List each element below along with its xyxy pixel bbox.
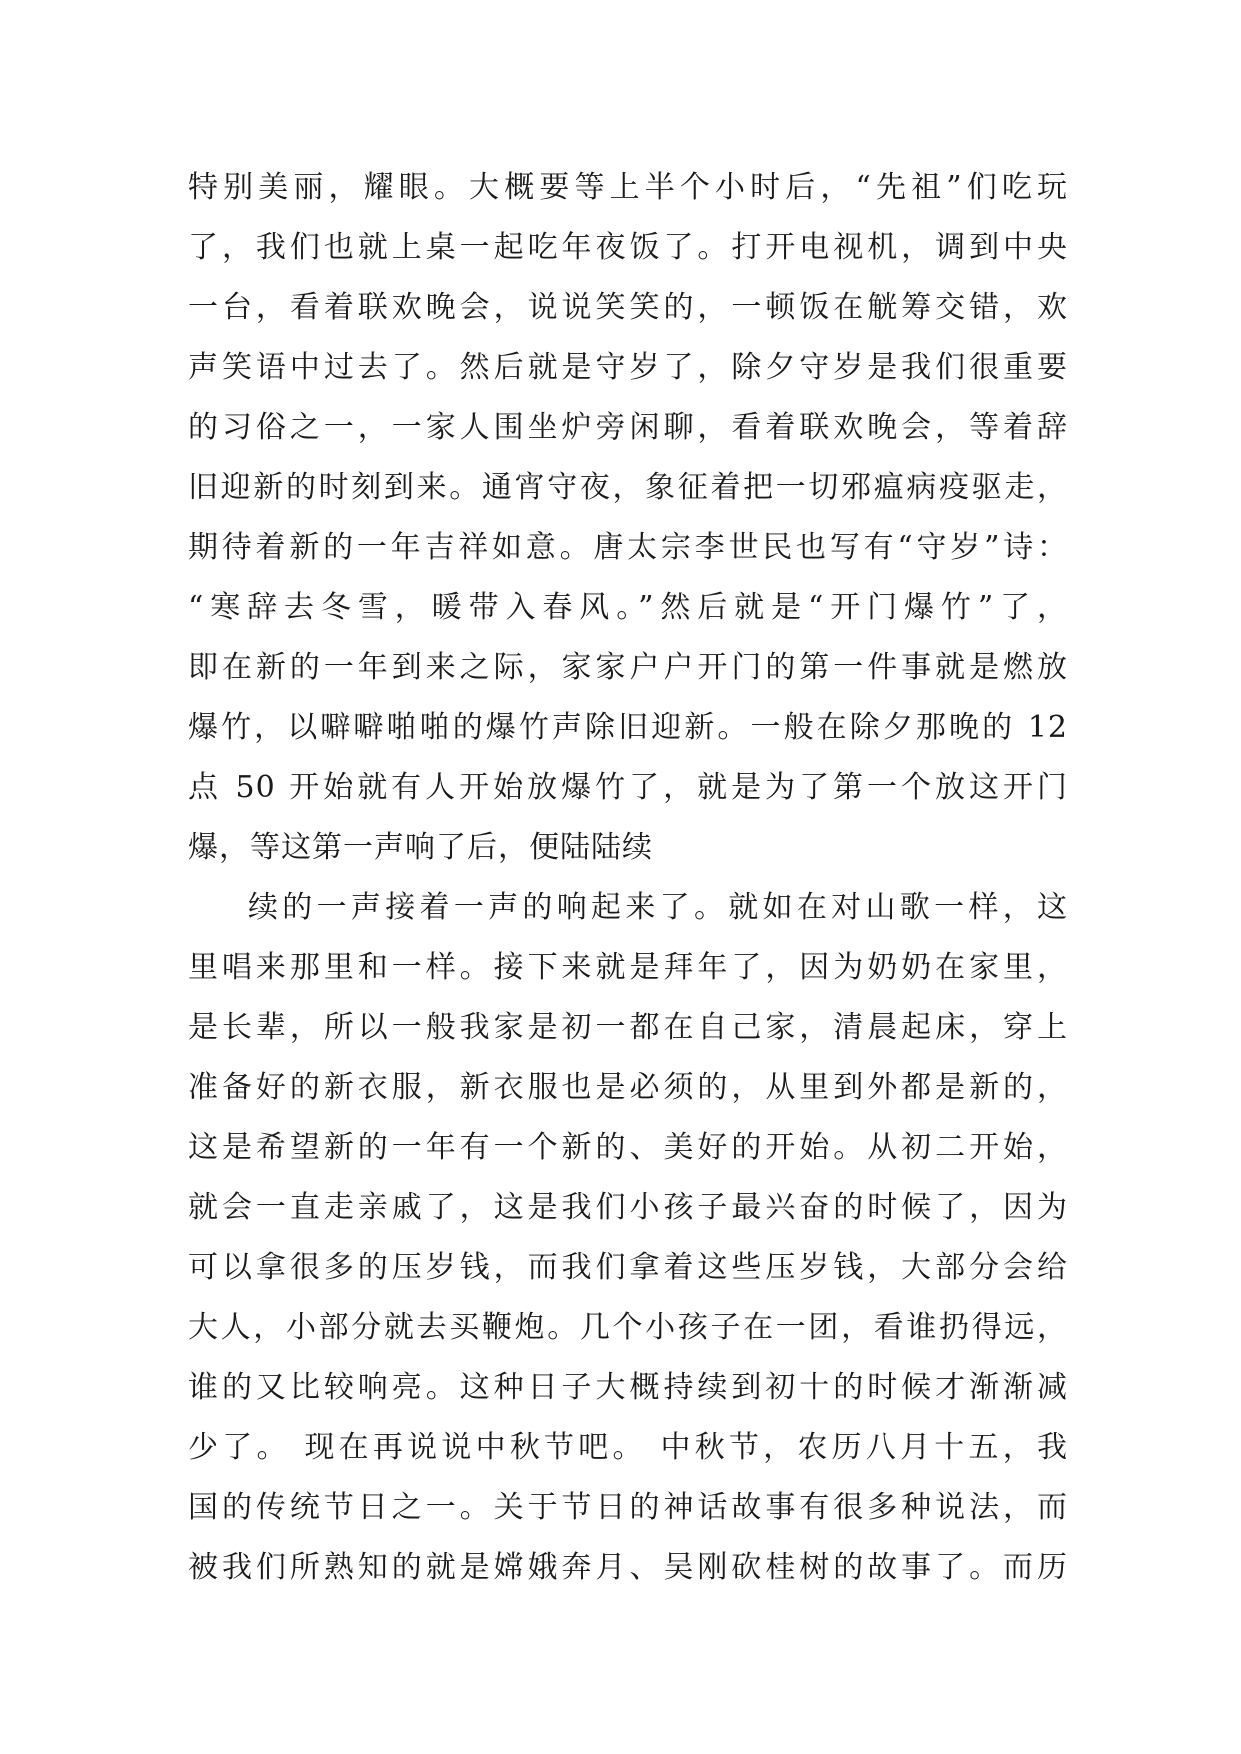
document-body	[188, 158, 1068, 1598]
text-line: 的习俗之一，一家人围坐炉旁闲聊，看着联欢晚会，等着辞	[188, 410, 1068, 445]
text-line: 被我们所熟知的就是嫦娥奔月、吴刚砍桂树的故事了。而历	[188, 1550, 1068, 1585]
paragraph-1	[188, 158, 1068, 878]
text-line: 点 50 开始就有人开始放爆竹了，就是为了第一个放这开门	[188, 770, 1068, 805]
text-line: 这是希望新的一年有一个新的、美好的开始。从初二开始，	[188, 1130, 1068, 1165]
text-line: 少了。 现在再说说中秋节吧。 中秋节，农历八月十五，我	[188, 1430, 1068, 1465]
text-line: 准备好的新衣服，新衣服也是必须的，从里到外都是新的，	[188, 1070, 1068, 1105]
text-line: 即在新的一年到来之际，家家户户开门的第一件事就是燃放	[188, 650, 1068, 685]
text-line: 声笑语中过去了。然后就是守岁了，除夕守岁是我们很重要	[188, 350, 1068, 385]
text-line: 爆，等这第一声响了后，便陆陆续	[188, 830, 653, 865]
text-line: 了，我们也就上桌一起吃年夜饭了。打开电视机，调到中央	[188, 230, 1068, 265]
text-line: 可以拿很多的压岁钱，而我们拿着这些压岁钱，大部分会给	[188, 1250, 1068, 1285]
text-line: “寒辞去冬雪，暖带入春风。”然后就是“开门爆竹”了，	[188, 590, 1068, 625]
text-line: 国的传统节日之一。关于节日的神话故事有很多种说法，而	[188, 1490, 1068, 1525]
text-line: 就会一直走亲戚了，这是我们小孩子最兴奋的时候了，因为	[188, 1190, 1068, 1225]
paragraph-2	[188, 878, 1068, 1598]
text-line: 是长辈，所以一般我家是初一都在自己家，清晨起床，穿上	[188, 1010, 1068, 1045]
text-line: 续的一声接着一声的响起来了。就如在对山歌一样，这	[248, 890, 1068, 925]
text-line: 特别美丽，耀眼。大概要等上半个小时后，“先祖”们吃玩	[188, 170, 1068, 205]
text-line: 一台，看着联欢晚会，说说笑笑的，一顿饭在觥筹交错，欢	[188, 290, 1068, 325]
text-line: 爆竹，以噼噼啪啪的爆竹声除旧迎新。一般在除夕那晚的 12	[188, 710, 1068, 745]
text-line: 谁的又比较响亮。这种日子大概持续到初十的时候才渐渐减	[188, 1370, 1068, 1405]
text-line: 旧迎新的时刻到来。通宵守夜，象征着把一切邪瘟病疫驱走，	[188, 470, 1068, 505]
text-line: 大人，小部分就去买鞭炮。几个小孩子在一团，看谁扔得远，	[188, 1310, 1068, 1345]
text-line: 里唱来那里和一样。接下来就是拜年了，因为奶奶在家里，	[188, 950, 1068, 985]
text-line: 期待着新的一年吉祥如意。唐太宗李世民也写有“守岁”诗：	[188, 530, 1068, 565]
